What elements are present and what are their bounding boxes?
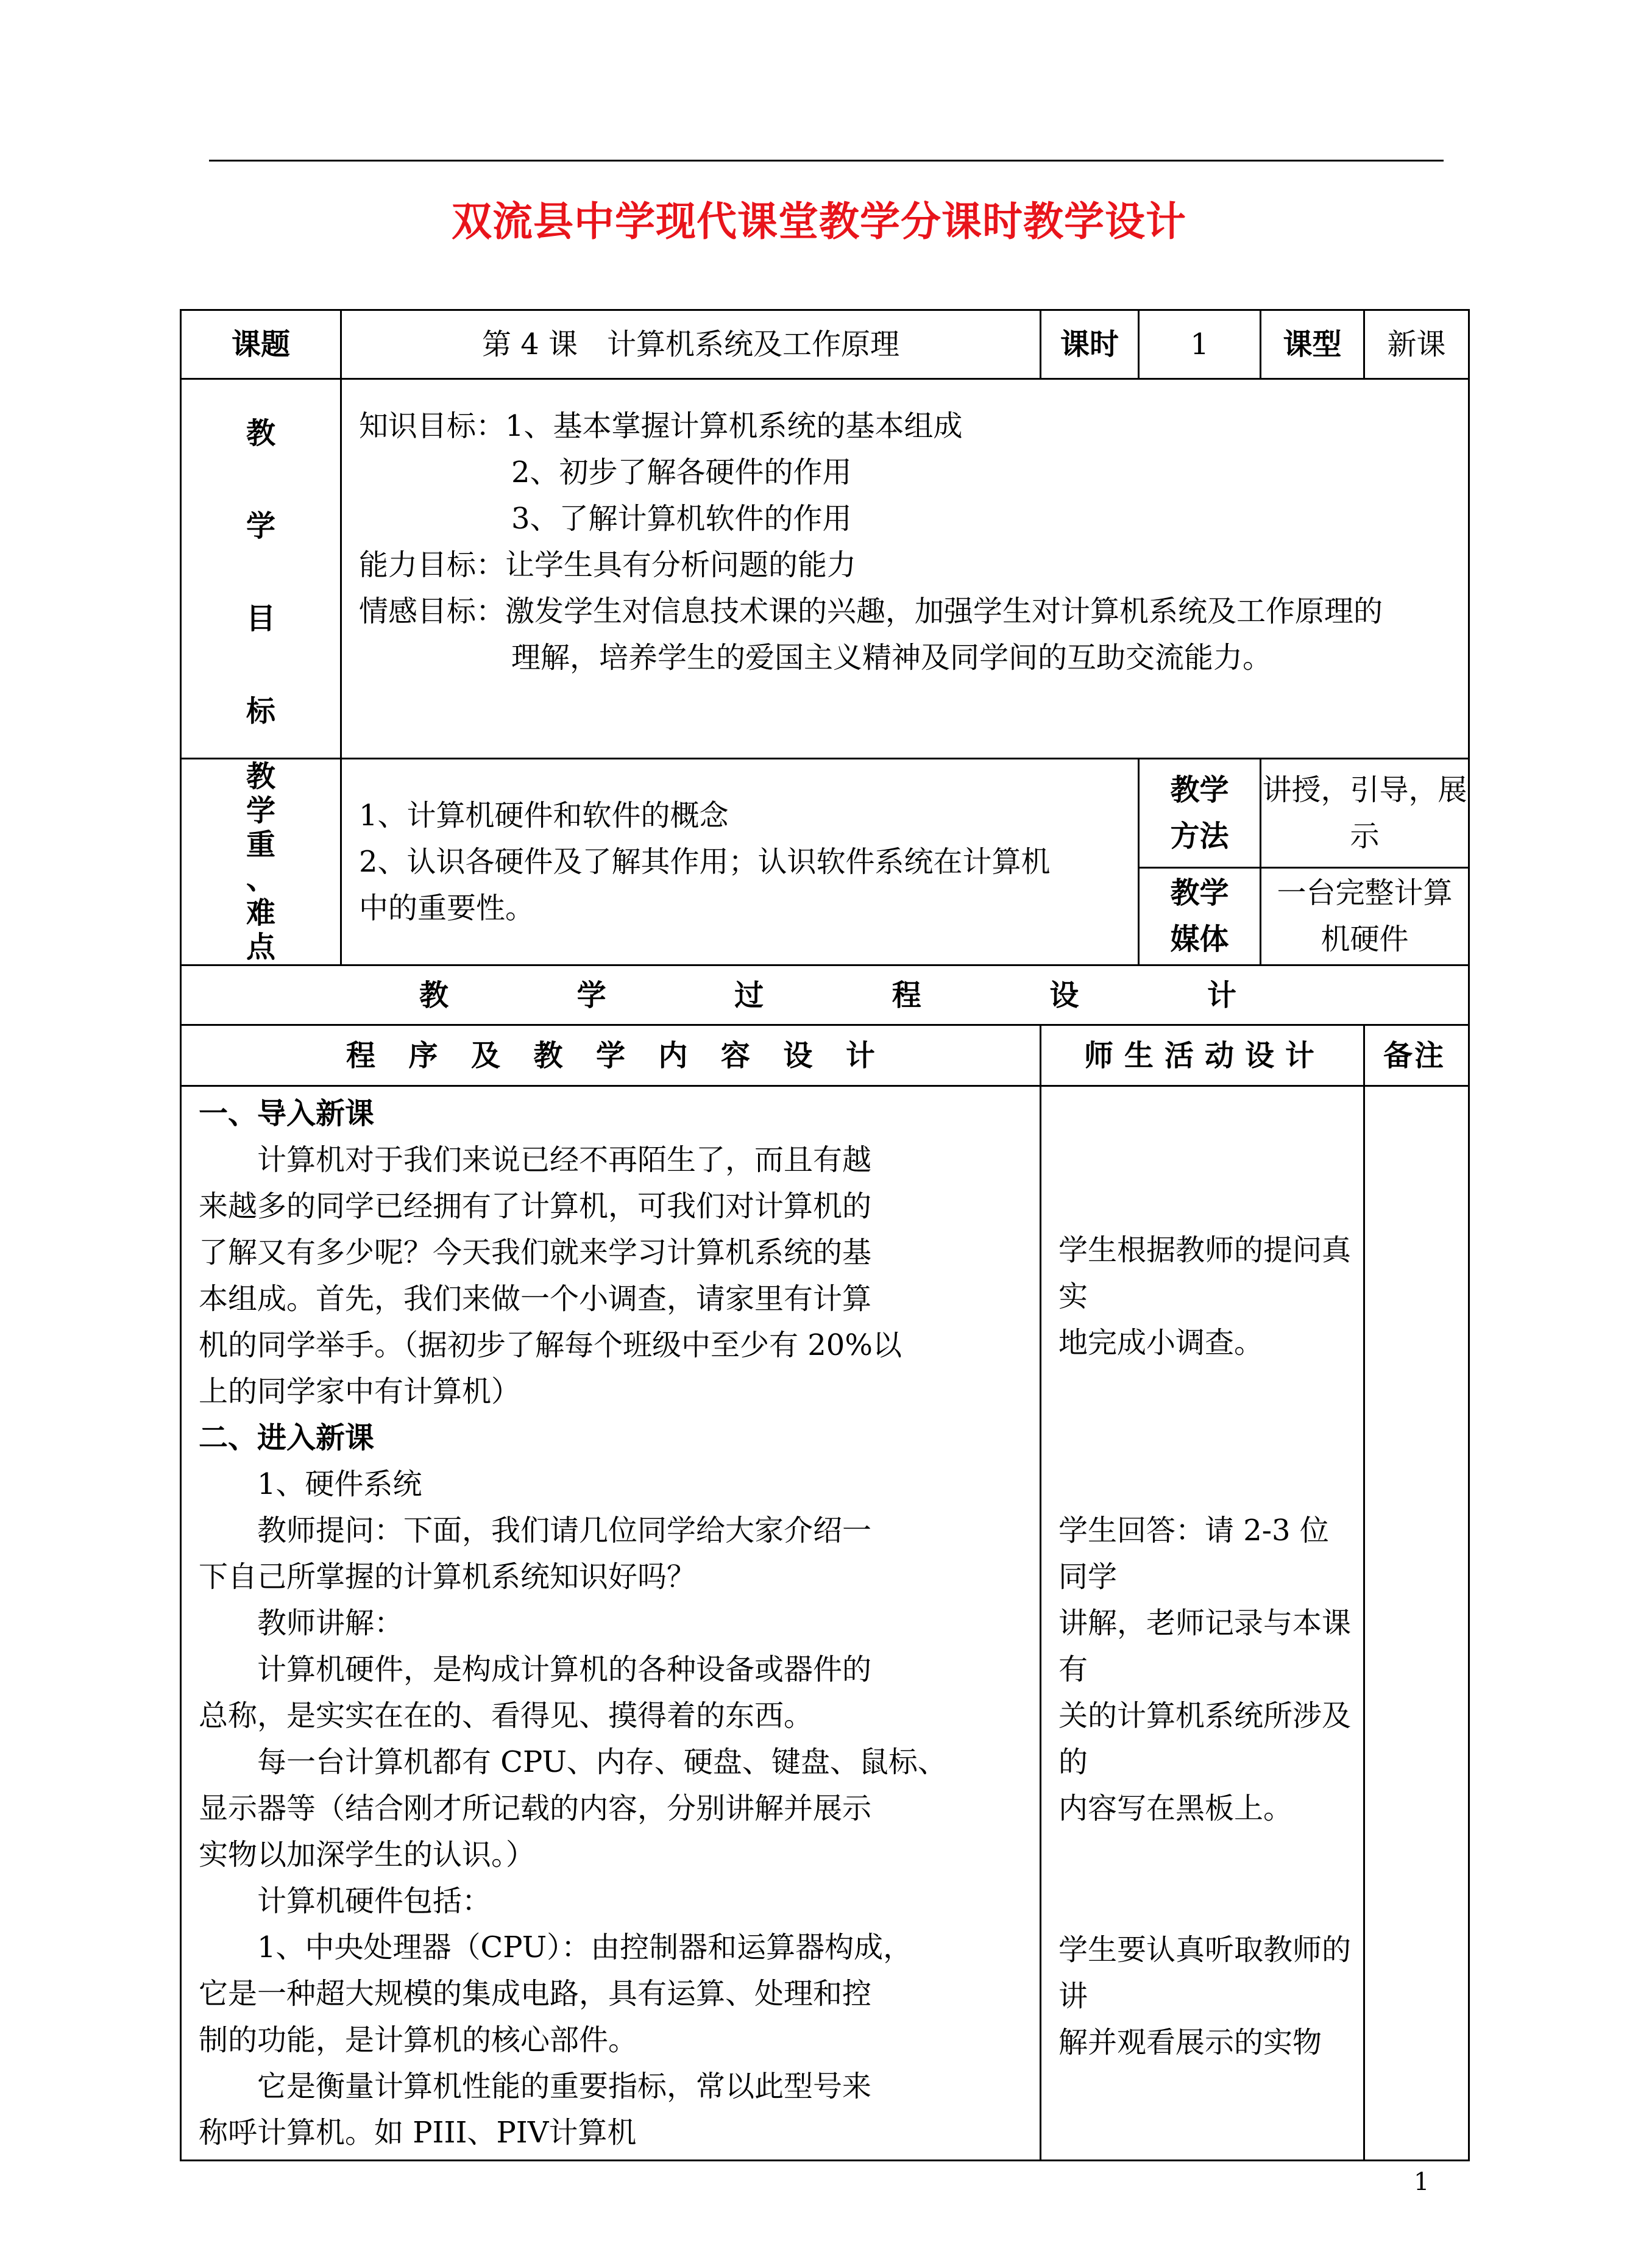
objective-line: 知识目标：1、基本掌握计算机系统的基本组成 bbox=[359, 409, 963, 443]
content-line: 本组成。首先，我们来做一个小调查，请家里有计算 bbox=[199, 1282, 872, 1316]
section-heading: 一、导入新课 bbox=[199, 1097, 375, 1131]
content-line: 来越多的同学已经拥有了计算机，可我们对计算机的 bbox=[199, 1189, 872, 1223]
media-value: 一台完整计算 机硬件 bbox=[1261, 867, 1469, 965]
content-line: 总称，是实实在在的、看得见、摸得着的东西。 bbox=[199, 1699, 814, 1733]
content-line: 教师提问：下面，我们请几位同学给大家介绍一 bbox=[257, 1513, 872, 1548]
notes-column-header: 备 注 bbox=[1364, 1025, 1469, 1086]
objectives-label: 教 学 目 标 bbox=[181, 379, 341, 759]
activity-column-header: 师 生 活 动 设 计 bbox=[1041, 1025, 1364, 1086]
media-label: 教学 媒体 bbox=[1139, 867, 1261, 965]
teaching-content bbox=[181, 1086, 1041, 2161]
info-row bbox=[181, 310, 1469, 379]
activity-block: 学生根据教师的提问真实 地完成小调查。 bbox=[1058, 1233, 1352, 1360]
content-line: 1、硬件系统 bbox=[257, 1467, 422, 1501]
content-line: 上的同学家中有计算机） bbox=[199, 1374, 521, 1409]
type-value: 新课 bbox=[1364, 310, 1469, 379]
content-line: 了解又有多少呢？今天我们就来学习计算机系统的基 bbox=[199, 1235, 872, 1270]
header-rule bbox=[209, 160, 1444, 162]
content-line: 1、中央处理器（CPU）：由控制器和运算器构成， bbox=[257, 1930, 913, 1964]
page-number: 1 bbox=[1414, 2168, 1430, 2196]
content-line: 计算机对于我们来说已经不再陌生了，而且有越 bbox=[257, 1143, 872, 1177]
content-line: 它是衡量计算机性能的重要指标，常以此型号来 bbox=[257, 2069, 872, 2103]
content-line: 称呼计算机。如 PIII、PIV计算机 bbox=[199, 2116, 637, 2150]
teacher-student-activities bbox=[1041, 1086, 1364, 2161]
key-points-content bbox=[341, 759, 1139, 965]
key-point-line: 1、计算机硬件和软件的概念 bbox=[359, 798, 729, 833]
activity-block: 学生要认真听取教师的讲 解并观看展示的实物 bbox=[1058, 1933, 1352, 2060]
period-value: 1 bbox=[1139, 310, 1261, 379]
key-point-line: 2、认识各硬件及了解其作用；认识软件系统在计算机 bbox=[359, 845, 1051, 879]
process-header: 教 学 过 程 设 计 bbox=[181, 965, 1469, 1025]
process-header-row bbox=[181, 965, 1469, 1025]
lesson-plan-table bbox=[180, 309, 1470, 2161]
period-label: 课时 bbox=[1041, 310, 1139, 379]
objective-line: 3、了解计算机软件的作用 bbox=[511, 502, 852, 536]
topic-label: 课题 bbox=[181, 310, 341, 379]
objective-line: 2、初步了解各硬件的作用 bbox=[511, 455, 852, 489]
content-column-header: 程 序 及 教 学 内 容 设 计 bbox=[181, 1025, 1041, 1086]
activity-block: 学生回答：请 2-3 位同学 讲解，老师记录与本课有 关的计算机系统所涉及的 内容写在黑板上。 bbox=[1058, 1513, 1352, 1825]
column-header-row bbox=[181, 1025, 1469, 1086]
page-title: 双流县中学现代课堂教学分课时教学设计 bbox=[452, 198, 1186, 245]
content-line: 它是一种超大规模的集成电路，具有运算、处理和控 bbox=[199, 1977, 872, 2011]
content-line: 教师讲解： bbox=[257, 1606, 404, 1640]
key-points-row bbox=[181, 759, 1469, 868]
type-label: 课型 bbox=[1261, 310, 1364, 379]
section-heading: 二、进入新课 bbox=[199, 1421, 375, 1455]
content-line: 机的同学举手。（据初步了解每个班级中至少有 20%以 bbox=[199, 1328, 902, 1362]
content-line: 显示器等（结合刚才所记载的内容，分别讲解并展示 bbox=[199, 1791, 872, 1825]
content-line: 计算机硬件，是构成计算机的各种设备或器件的 bbox=[257, 1652, 872, 1687]
objectives-content bbox=[341, 379, 1469, 759]
objective-line: 理解，培养学生的爱国主义精神及同学间的互助交流能力。 bbox=[511, 641, 1272, 675]
key-point-line: 中的重要性。 bbox=[359, 891, 535, 925]
content-line: 实物以加深学生的认识。） bbox=[199, 1838, 536, 1872]
method-label: 教学 方法 bbox=[1139, 759, 1261, 868]
topic-value: 第 4 课 计算机系统及工作原理 bbox=[341, 310, 1041, 379]
key-points-label: 教 学 重 、 难 点 bbox=[181, 759, 341, 965]
notes-cell bbox=[1364, 1086, 1469, 2161]
content-line: 下自己所掌握的计算机系统知识好吗？ bbox=[199, 1560, 697, 1594]
objective-line: 情感目标：激发学生对信息技术课的兴趣，加强学生对计算机系统及工作原理的 bbox=[359, 594, 1383, 628]
content-row bbox=[181, 1086, 1469, 2161]
objectives-row bbox=[181, 379, 1469, 759]
content-line: 制的功能，是计算机的核心部件。 bbox=[199, 2023, 638, 2057]
method-value: 讲授，引导，展 示 bbox=[1261, 759, 1469, 868]
objective-line: 能力目标：让学生具有分析问题的能力 bbox=[359, 548, 857, 582]
content-line: 计算机硬件包括： bbox=[257, 1884, 492, 1918]
content-line: 每一台计算机都有 CPU、内存、硬盘、键盘、鼠标、 bbox=[257, 1745, 947, 1779]
